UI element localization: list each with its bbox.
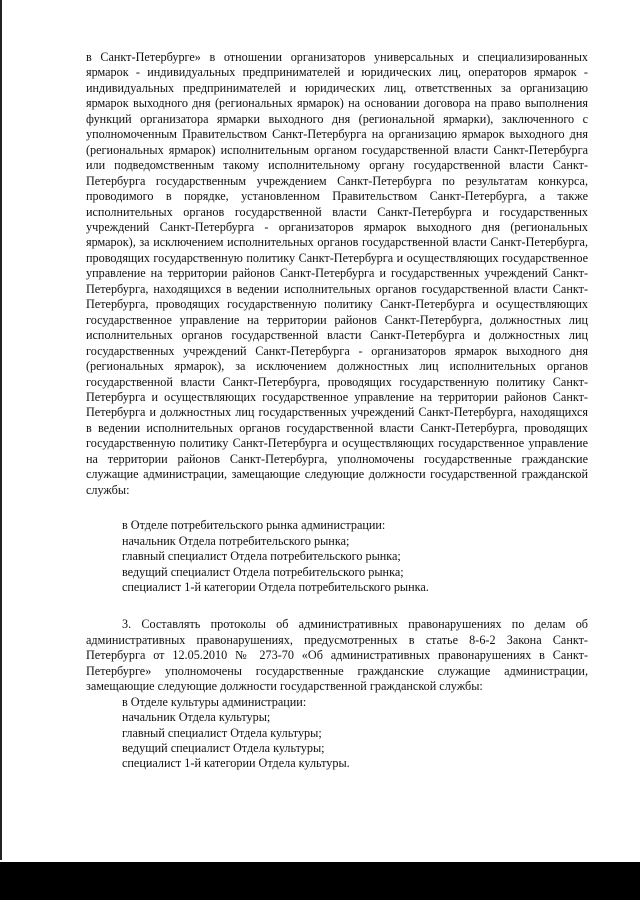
list-item: специалист 1-й категории Отдела потребительского рынка. [122,579,429,594]
list-item: в Отделе потребительского рынка администрации: [122,518,386,533]
list-item: главный специалист Отдела культуры; [122,725,322,740]
paragraph-item-3: 3. Составлять протоколы об административных правонарушениях по делам об административных правонарушениях, предусмотренных в статье 8-6-2 Закона Санкт-Петербурга от 12.05.2010 № 273-70 «Об административных правонарушениях в Санкт-Петербурге» уполномочены государственные гражданские служащие администрации, замещающие следующие должности государственной гражданской службы: [86,617,588,694]
list-item: ведущий специалист Отдела потребительского рынка; [122,564,404,579]
consumer-market-positions-list [86,518,588,595]
spacer [86,595,588,617]
list-item: ведущий специалист Отдела культуры; [122,741,325,756]
paragraph-continuation: в Санкт-Петербурге» в отношении организаторов универсальных и специализированных ярмарок - индивидуальных предпринимателей и юридических лиц, операторов ярмарок - индивидуальных предпринимателей и юридических лиц, ответственных за организацию ярмарок выходного дня (региональных ярмарок) на основании договора на право выполнения функций организатора ярмарки выходного дня (региональной ярмарки), заключенного с уполномоченным Правительством Санкт-Петербурга на организацию ярмарок выходного дня (региональных ярмарок) исполнительным органом государственной власти Санкт-Петербурга или подведомственным такому исполнительному органу государственной власти Санкт-Петербурга государственным учреждением Санкт-Петербурга по результатам конкурса, проводимого в порядке, установленном Правительством Санкт-Петербурга, а также исполнительных органов государственной власти Санкт-Петербурга и государственных учреждений Санкт-Петербурга - организаторов ярмарок выходного дня (региональных ярмарок), за исключением исполнительных органов государственной власти Санкт-Петербурга, проводящих государственную политику Санкт-Петербурга и осуществляющих государственное управление на территории районов Санкт-Петербурга и государственных учреждений Санкт-Петербурга, находящихся в ведении исполнительных органов государственной власти Санкт-Петербурга, проводящих государственную политику Санкт-Петербурга и осуществляющих государственное управление на территории районов Санкт-Петербурга, должностных лиц исполнительных органов государственной власти Санкт-Петербурга и должностных лиц государственных учреждений Санкт-Петербурга - организаторов ярмарок выходного дня (региональных ярмарок), за исключением должностных лиц исполнительных органов государственной власти Санкт-Петербурга, проводящих государственную политику Санкт-Петербурга и осуществляющих государственное управление на территории районов Санкт-Петербурга и должностных лиц государственных учреждений Санкт-Петербурга, находящихся в ведении исполнительных органов государственной власти Санкт-Петербурга, проводящих государственную политику Санкт-Петербурга и осуществляющих государственное управление на территории районов Санкт-Петербурга, уполномочены государственные гражданские служащие администрации, замещающие следующие должности государственной гражданской службы: [86,50,588,497]
spacer [86,498,588,518]
culture-department-positions-list [86,695,588,772]
document-body [86,50,588,772]
list-item: главный специалист Отдела потребительского рынка; [122,549,401,564]
scan-left-edge [0,0,2,860]
list-item: начальник Отдела потребительского рынка; [122,533,350,548]
list-item: специалист 1-й категории Отдела культуры. [122,756,350,771]
list-item: начальник Отдела культуры; [122,710,271,725]
scan-bottom-border [0,862,640,900]
list-item: в Отделе культуры администрации: [122,694,307,709]
